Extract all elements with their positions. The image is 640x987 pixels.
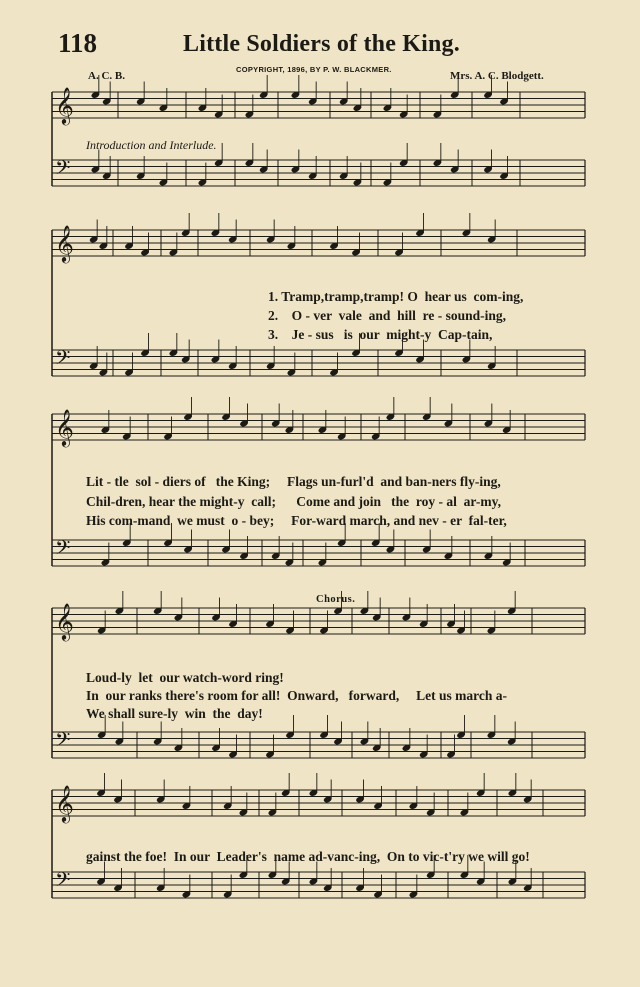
treble-clef-icon: 𝄞	[55, 408, 74, 446]
hymn-number: 118	[58, 28, 98, 58]
lyric-line-s4-v3: We shall sure-ly win the day!	[86, 706, 263, 721]
bass-clef-icon: 𝄢	[55, 536, 71, 564]
hymn-title: Little Soldiers of the King.	[183, 31, 460, 57]
lyric-line-s3-v3: His com-mand we must o - bey; For-ward march, and nev - er fal-ter,	[86, 513, 507, 528]
treble-clef-icon: 𝄞	[55, 224, 74, 262]
lyric-line-s2-v3: 3. Je - sus is our might-y Cap-tain,	[268, 327, 493, 342]
lyric-line-s2-v2: 2. O - ver vale and hill re - sound-ing,	[268, 308, 507, 323]
lyric-line-s3-v1: Lit - tle sol - diers of the King; Flags un-furl'd and ban-ners fly-ing,	[86, 474, 501, 489]
bass-clef-icon: 𝄢	[55, 156, 71, 184]
treble-clef-icon: 𝄞	[55, 86, 74, 124]
bass-clef-icon: 𝄢	[55, 728, 71, 756]
composer: Mrs. A. C. Blodgett.	[450, 70, 544, 82]
chorus-label: Chorus.	[316, 594, 356, 605]
copyright-notice: COPYRIGHT, 1896, BY P. W. BLACKMER.	[236, 65, 392, 74]
lyric-line-s4-v1: Loud-ly let our watch-word ring!	[86, 670, 284, 685]
intro-note: Introduction and Interlude.	[86, 138, 217, 152]
treble-clef-icon: 𝄞	[55, 784, 74, 822]
lyric-line-s5: gainst the foe! In our Leader's name ad-vanc-ing, On to vic-t'ry we will go!	[86, 849, 530, 864]
lyric-line-s3-v2: Chil-dren, hear the might-y call; Come and join the roy - al ar-my,	[86, 494, 501, 509]
lyric-line-s4-v2: In our ranks there's room for all! Onward, forward, Let us march a-	[86, 688, 507, 703]
lyric-line-s2-v1: 1. Tramp,tramp,tramp! O hear us com-ing,	[268, 289, 524, 304]
bass-clef-icon: 𝄢	[55, 868, 71, 896]
bass-clef-icon: 𝄢	[55, 346, 71, 374]
lyricist: A. C. B.	[88, 70, 125, 82]
treble-clef-icon: 𝄞	[55, 602, 74, 640]
